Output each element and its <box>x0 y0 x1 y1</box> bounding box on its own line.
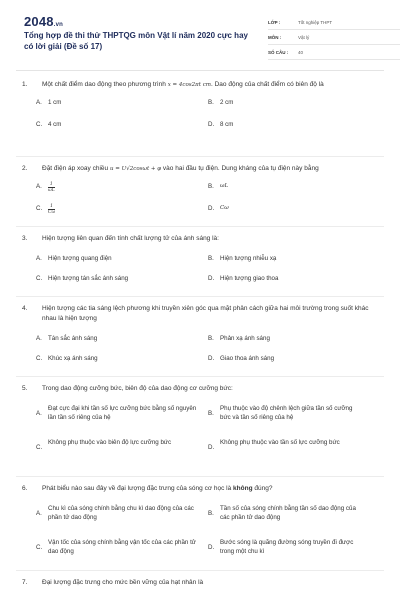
question-stem <box>42 80 384 90</box>
option-label: A. <box>36 410 42 417</box>
stem-tail: vào hai đầu tụ điện. Dung kháng của tụ điện này bằng <box>162 165 319 172</box>
option-label: B. <box>208 255 214 262</box>
question-stem: Trong dao động cưỡng bức, biên độ của dao động cơ cưỡng bức: <box>42 385 233 392</box>
fraction-numerator: 1 <box>49 182 53 187</box>
option-b[interactable] <box>208 98 364 107</box>
question-stem <box>42 164 384 174</box>
fraction-numerator: 1 <box>50 204 53 209</box>
option-b[interactable] <box>208 254 364 263</box>
option-formula <box>48 182 200 193</box>
fraction-denominator: ωL <box>48 188 55 193</box>
option-label: C. <box>36 205 43 212</box>
option-c[interactable] <box>36 354 200 363</box>
option-label: A. <box>36 99 42 106</box>
option-text: Không phụ thuộc vào biên độ lực cưỡng bức <box>48 439 172 446</box>
option-label: B. <box>208 99 214 106</box>
question-number: 3. <box>22 235 28 242</box>
question-text <box>16 80 384 90</box>
options <box>36 182 374 224</box>
logo-main: 2048 <box>24 14 54 29</box>
question-number: 6. <box>22 485 28 492</box>
option-text: 1 cm <box>48 99 62 106</box>
option-text: Hiện tượng giao thoa <box>220 275 279 282</box>
options <box>36 254 374 296</box>
option-text: Đạt cực đại khi tần số lực cưỡng bức bằng số nguyên lần tần số riêng của hệ <box>48 405 197 421</box>
stem-text: Đặt điện áp xoay chiều <box>42 165 109 172</box>
meta-key: MÔN : <box>268 34 282 40</box>
option-label: C. <box>36 355 43 362</box>
option-text: Khúc xạ ánh sáng <box>48 355 98 362</box>
option-text: Phản xạ ánh sáng <box>220 335 270 342</box>
option-label: B. <box>208 510 214 517</box>
option-text: 2 cm <box>220 99 234 106</box>
option-text: Phụ thuộc vào độ chênh lệch giữa tần số cưỡng bức và tần số riêng của hệ <box>220 405 353 421</box>
option-text: Chu kì của sóng chính bằng chu kì dao động của các phần tử dao động <box>48 505 194 521</box>
question-number: 1. <box>22 81 28 88</box>
document-title: Tổng hợp đề thi thử THPTQG môn Vật lí năm 2020 cực hay có lời giải (Đề số 17) <box>24 31 248 51</box>
option-formula: ωL <box>220 183 229 189</box>
option-d[interactable] <box>208 354 364 363</box>
options <box>36 98 374 140</box>
option-text: 8 cm <box>220 121 234 128</box>
option-c[interactable] <box>36 274 200 283</box>
meta-key: SỐ CÂU : <box>268 49 289 55</box>
option-label: D. <box>208 121 215 128</box>
question-1 <box>16 80 384 140</box>
option-text: Tán sắc ánh sáng <box>48 335 98 342</box>
options <box>36 504 374 574</box>
option-a[interactable] <box>36 334 200 343</box>
option-label: A. <box>36 255 42 262</box>
option-label: A. <box>36 183 42 190</box>
question-number: 5. <box>22 385 28 392</box>
option-b[interactable] <box>208 504 364 522</box>
option-text: Hiện tượng quang điện <box>48 255 112 262</box>
option-d[interactable] <box>208 204 364 213</box>
question-text <box>16 384 384 394</box>
option-label: D. <box>208 275 215 282</box>
question-text <box>16 164 384 174</box>
option-text: Tần số của sóng chính bằng tần số dao động của các phần tử dao động <box>220 505 356 521</box>
question-number: 7. <box>22 579 28 586</box>
stem-tail: . Dao động của chất điểm có biên độ là <box>211 81 324 88</box>
option-a[interactable] <box>36 254 200 263</box>
option-c[interactable] <box>36 120 200 129</box>
question-3 <box>16 234 384 296</box>
header-divider <box>16 70 384 71</box>
meta-row-subject <box>268 30 400 45</box>
question-divider <box>16 156 384 157</box>
question-divider <box>16 226 384 227</box>
option-formula <box>48 204 200 215</box>
question-stem <box>42 484 384 494</box>
option-label: A. <box>36 335 42 342</box>
option-label: C. <box>36 544 43 551</box>
option-c[interactable] <box>36 538 200 556</box>
stem-formula: x = 4cos2πt cm <box>167 82 211 88</box>
option-d[interactable] <box>208 274 364 283</box>
meta-value: 40 <box>298 49 304 55</box>
question-divider <box>16 296 384 297</box>
option-label: B. <box>208 410 214 417</box>
option-label: D. <box>208 355 215 362</box>
stem-formula: u = U√2cosωt + φ <box>109 166 162 172</box>
question-number: 2. <box>22 165 28 172</box>
question-number: 4. <box>22 305 28 312</box>
option-label: C. <box>36 275 43 282</box>
meta-info <box>268 15 400 60</box>
option-label: B. <box>208 335 214 342</box>
question-text <box>16 234 384 244</box>
stem-text: Một chất điểm dao động theo phương trình <box>42 81 166 88</box>
option-a[interactable] <box>36 98 200 107</box>
option-text: Bước sóng là quãng đường sóng truyền đi được trong một chu kì <box>220 539 354 555</box>
question-5 <box>16 384 384 474</box>
question-6 <box>16 484 384 574</box>
option-label: D. <box>208 544 215 551</box>
stem-text: Phát biểu nào sau đây về đại lượng đặc trưng của sóng cơ học là <box>42 485 232 492</box>
option-text: Không phụ thuộc vào tần số lực cưỡng bức <box>220 439 340 446</box>
question-divider <box>16 570 384 571</box>
meta-key: LỚP : <box>268 19 281 25</box>
option-label: C. <box>36 121 43 128</box>
meta-row-class <box>268 15 400 30</box>
option-label: B. <box>208 183 214 190</box>
option-d[interactable] <box>208 438 364 452</box>
option-text: Hiện tượng tán sắc ánh sáng <box>48 275 129 282</box>
option-b[interactable] <box>208 404 364 422</box>
question-stem: Đại lượng đặc trưng cho mức bền vững của hạt nhân là <box>42 579 204 586</box>
meta-row-count <box>268 45 400 60</box>
stem-tail: đúng? <box>254 485 273 492</box>
option-text: Giao thoa ánh sáng <box>220 355 275 362</box>
question-4 <box>16 304 384 376</box>
question-divider <box>16 476 384 477</box>
logo-tld: .vn <box>53 22 64 28</box>
meta-value: Tốt nghiệp THPT <box>298 19 333 25</box>
stem-emphasis: không <box>233 485 253 492</box>
option-d[interactable] <box>208 538 364 556</box>
option-a[interactable] <box>36 182 200 193</box>
option-a[interactable] <box>36 404 200 422</box>
question-text <box>16 484 384 494</box>
option-label: D. <box>208 444 215 451</box>
meta-value: Vật lý <box>298 34 310 40</box>
option-b[interactable] <box>208 334 364 343</box>
option-d[interactable] <box>208 120 364 129</box>
option-a[interactable] <box>36 504 200 522</box>
question-stem: Hiện tượng liên quan đến tính chất lượng tử của ánh sáng là: <box>42 235 219 242</box>
option-label: A. <box>36 510 42 517</box>
question-divider <box>16 376 384 377</box>
options <box>36 334 374 376</box>
option-c[interactable] <box>36 438 200 452</box>
option-text: 4 cm <box>48 121 62 128</box>
question-2 <box>16 164 384 224</box>
option-c[interactable] <box>36 204 200 215</box>
option-text: Hiện tượng nhiễu xạ <box>220 255 277 262</box>
site-logo[interactable] <box>24 14 63 29</box>
question-text <box>16 578 384 588</box>
option-label: D. <box>208 205 215 212</box>
option-b[interactable] <box>208 182 364 191</box>
fraction-denominator: Cω <box>48 210 56 215</box>
document-header <box>16 0 384 62</box>
option-formula: Cω <box>220 205 229 211</box>
question-7 <box>16 578 384 588</box>
question-text <box>16 304 384 324</box>
options <box>36 404 374 474</box>
option-text: Vận tốc của sóng chính bằng vận tốc của các phần tử dao động <box>48 539 196 555</box>
question-stem: Hiện tượng các tia sáng lệch phương khi truyền xiên góc qua mặt phân cách giữa hai môi trường trong suốt khác nhau là hiện tượng <box>42 305 369 322</box>
option-label: C. <box>36 444 43 451</box>
